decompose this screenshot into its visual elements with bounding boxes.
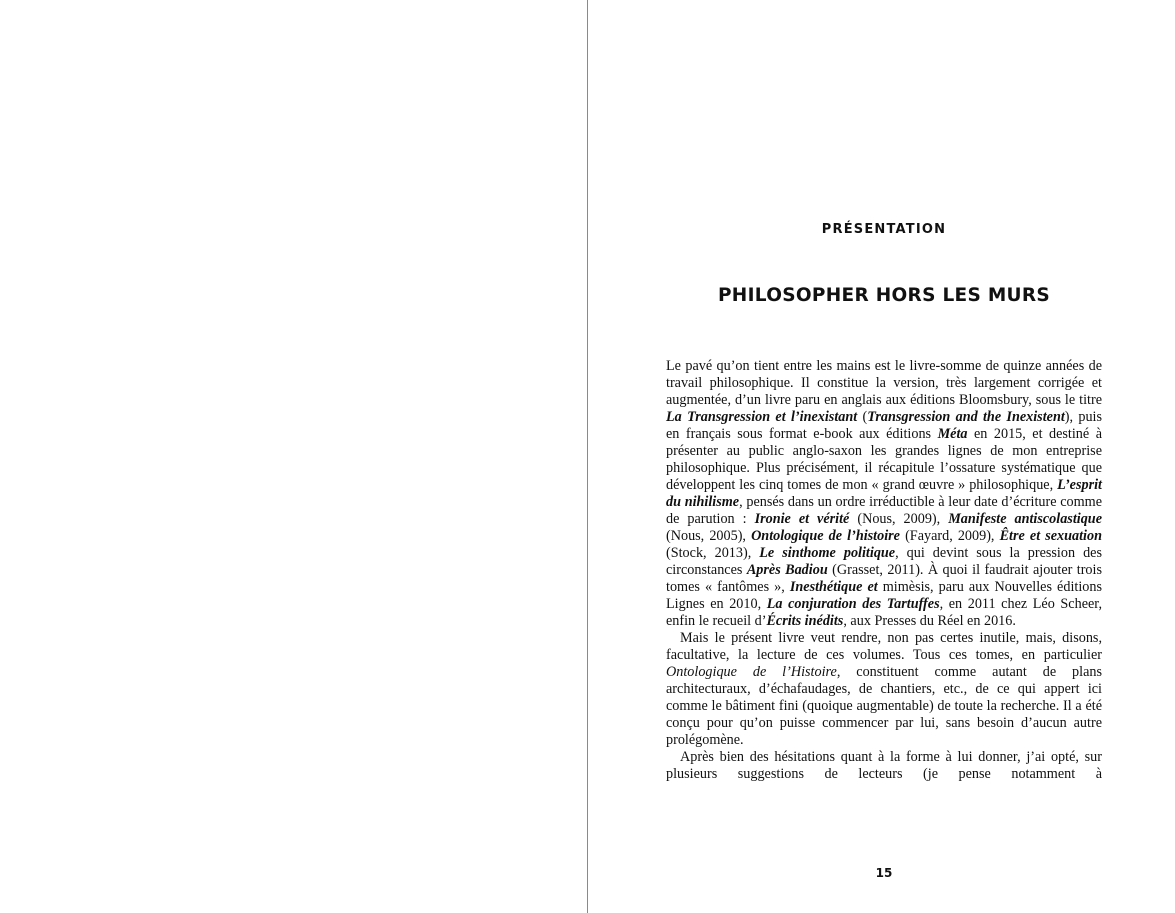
text-run: Après bien des hésitations quant à la forme à lui donner, j’ai opté, sur plusieurs suggestions de lecteurs (je pense notamment à	[666, 749, 1102, 782]
italic-title-run: Le sinthome politique	[759, 545, 896, 561]
text-run: , en 2011 chez Léo Scheer, enfin le recueil d’	[666, 596, 1102, 629]
paragraph-1	[666, 358, 1102, 630]
italic-title-run: La Transgression et l’inexistant	[666, 409, 858, 425]
text-run: (Stock, 2013),	[666, 545, 760, 561]
italic-title-run: Inesthétique et	[789, 579, 878, 595]
section-label: PRÉSENTATION	[821, 222, 947, 237]
italic-title-run: Ontologique de l’histoire	[751, 528, 900, 544]
text-run: ), puis en français sous format e-book aux éditions	[666, 409, 1103, 442]
text-run: , aux Presses du Réel en 2016.	[843, 613, 1016, 629]
chapter-title: PHILOSOPHER HORS LES MURS	[717, 285, 1051, 306]
text-run: , constituent comme autant de plans architecturaux, d’échafaudages, de chantiers, etc., de ce qui appert ici comme le bâtiment fini (quoique augmentable) de toute la recherche. Il a été conçu pour qu’on puisse commencer par lui, sans besoin d’aucun autre prolégomène.	[666, 664, 1102, 748]
text-run: en 2015, et destiné à présenter au public anglo-saxon les grandes lignes de mon entreprise philosophique. Plus précisément, il récapitule l’ossature systématique que développent les cinq tomes de mon « grand œuvre » philosophique,	[666, 426, 1102, 493]
italic-title-run: Écrits inédits	[766, 613, 844, 629]
italic-title-run: Après Badiou	[746, 562, 828, 578]
text-run: Mais le présent livre veut rendre, non pas certes inutile, mais, disons, facultative, la lecture de ces volumes. Tous ces tomes, en particulier	[666, 630, 1102, 663]
text-run: Le pavé qu’on tient entre les mains est le livre-somme de quinze années de travail philosophique. Il constitue la version, très largement corrigée et augmentée, d’un livre paru en anglais aux éditions Bloomsbury, sous le titre	[666, 358, 1102, 408]
italic-title-run: Manifeste antiscolastique	[948, 511, 1102, 527]
text-run: (Nous, 2009),	[849, 511, 949, 527]
text-run: mimèsis, paru aux Nouvelles éditions Lignes en 2010,	[666, 579, 1102, 612]
italic-title-run: Ontologique de l’Histoire	[666, 664, 837, 680]
paragraph-3	[666, 749, 1102, 783]
paragraph-2	[666, 630, 1102, 749]
italic-title-run: Être et sexuation	[999, 528, 1102, 544]
italic-title-run: La conjuration des Tartuffes	[766, 596, 940, 612]
text-run: (Fayard, 2009),	[899, 528, 1000, 544]
italic-title-run: Ironie et vérité	[754, 511, 850, 527]
text-run: , pensés dans un ordre irréductible à leur date d’écriture comme de parution :	[666, 494, 1103, 527]
body-text	[666, 358, 1102, 783]
text-run: (Nous, 2005),	[666, 528, 752, 544]
text-run: , qui devint sous la pression des circonstances	[666, 545, 1102, 578]
italic-title-run: L’esprit du nihilisme	[666, 477, 1102, 510]
italic-title-run: Transgression and the Inexistent	[867, 409, 1065, 425]
italic-title-run: Méta	[937, 426, 968, 442]
text-run: (	[857, 409, 868, 425]
left-page-blank	[0, 0, 587, 913]
text-run: (Grasset, 2011). À quoi il faudrait ajouter trois tomes « fantômes »,	[666, 562, 1102, 595]
page-number: 15	[875, 866, 893, 880]
